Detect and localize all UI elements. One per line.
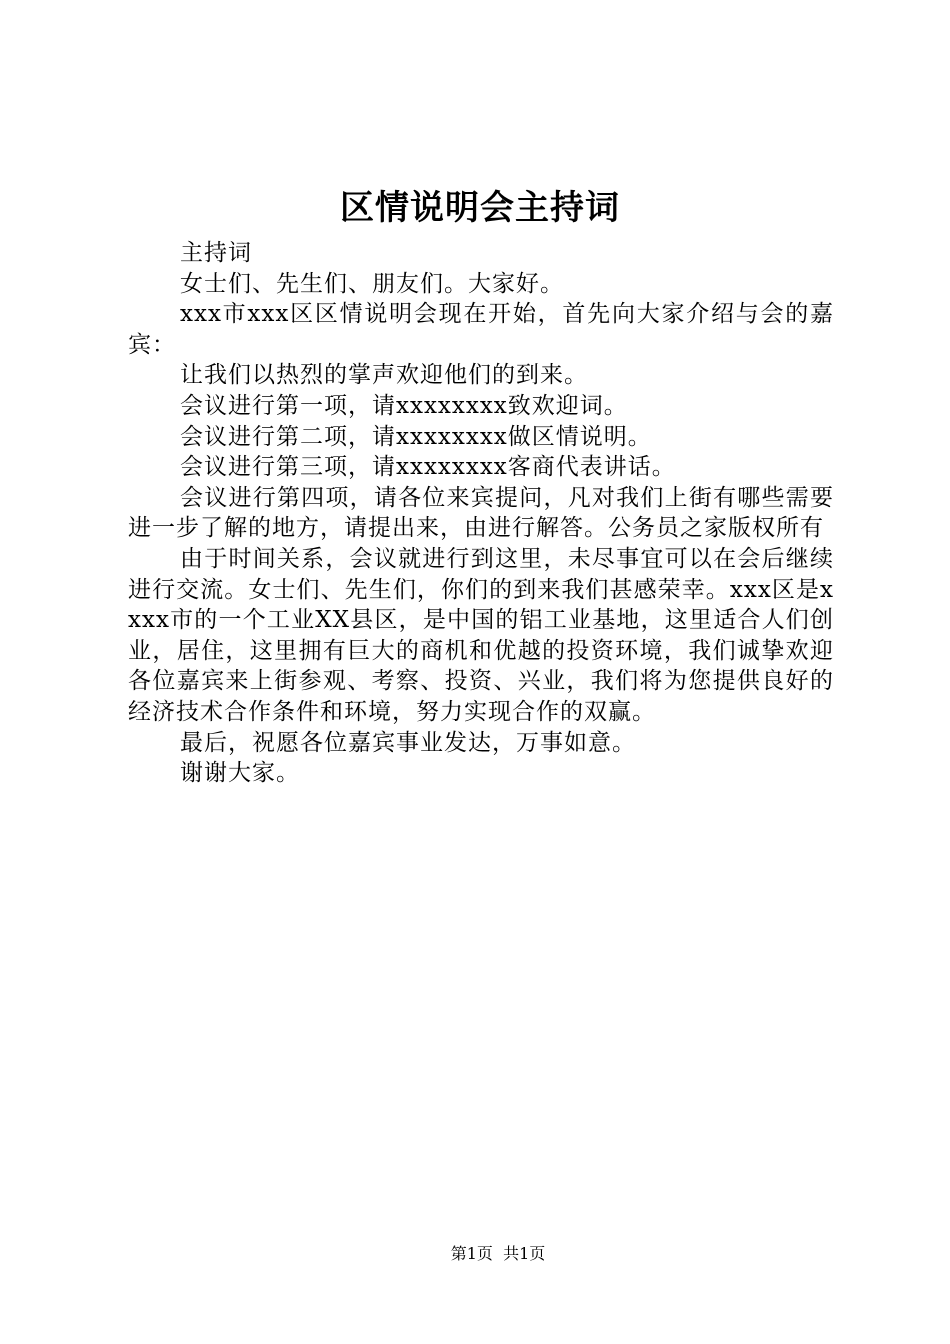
page-number: 第1页 共1页 [450,1244,546,1263]
paragraph-heading: 主持词 [180,240,252,266]
paragraph-wishes: 最后，祝愿各位嘉宾事业发达，万事如意。 [180,729,636,756]
paragraph-item-3: 会议进行第三项，请xxxxxxxx客商代表讲话。 [180,454,676,481]
page-footer [0,1244,950,1264]
paragraph-thanks: 谢谢大家。 [180,760,300,787]
paragraph-item-4: 会议进行第四项，请各位来宾提问，凡对我们上街有哪些需要进一步了解的地方，请提出来，由进行解答。公务员之家版权所有 [128,484,834,542]
paragraph-item-2: 会议进行第二项，请xxxxxxxx做区情说明。 [180,423,652,450]
document-title: 区情说明会主持词 [340,188,620,228]
paragraph-greeting: 女士们、先生们、朋友们。大家好。 [180,270,564,297]
paragraph-applause: 让我们以热烈的掌声欢迎他们的到来。 [180,362,588,389]
document-body [128,238,834,789]
paragraph-closing: 由于时间关系，会议就进行到这里，未尽事宜可以在会后继续进行交流。女士们、先生们，你们的到来我们甚感荣幸。xxx区是xxxx市的一个工业XX县区，是中国的铝工业基地，这里适合人们创业，居住，这里拥有巨大的商机和优越的投资环境，我们诚挚欢迎各位嘉宾来上街参观、考察、投资、兴业，我们将为您提供良好的经济技术合作条件和环境，努力实现合作的双赢。 [128,545,834,725]
paragraph-item-1: 会议进行第一项，请xxxxxxxx致欢迎词。 [180,392,628,419]
paragraph-opening: xxx市xxx区区情说明会现在开始，首先向大家介绍与会的嘉宾： [128,301,834,358]
